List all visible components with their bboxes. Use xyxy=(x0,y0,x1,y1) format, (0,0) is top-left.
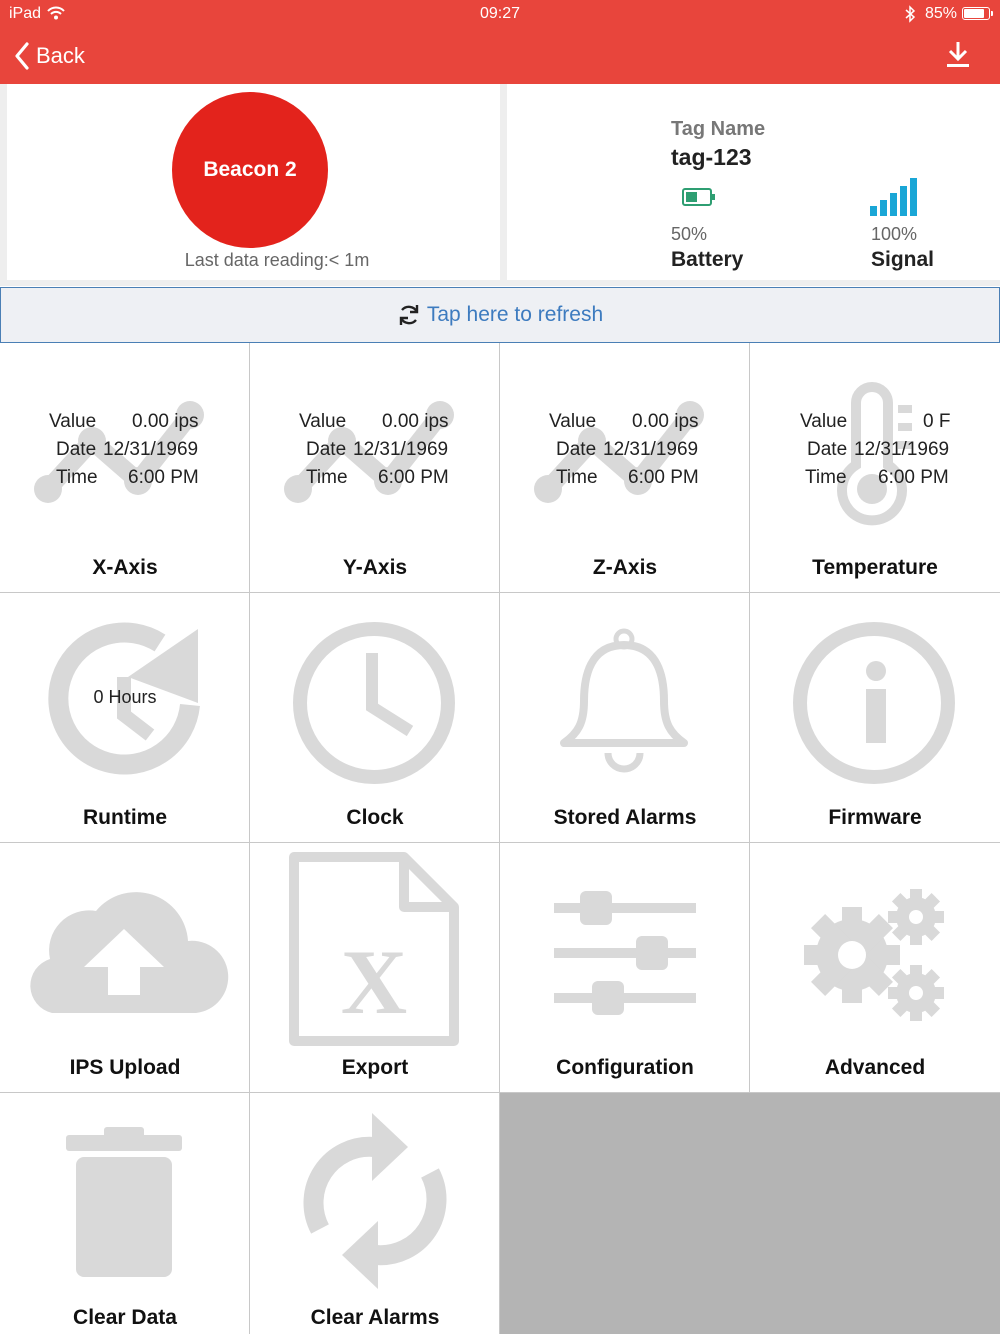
bluetooth-icon xyxy=(904,5,916,23)
status-battery-percent: 85% xyxy=(925,5,958,22)
tile-label: Clock xyxy=(346,806,404,829)
date: 12/31/1969 xyxy=(103,439,199,460)
tile-label: Y-Axis xyxy=(342,556,408,579)
status-time: 09:27 xyxy=(479,5,521,22)
time-key: Time xyxy=(306,467,348,488)
tile-label: X-Axis xyxy=(92,556,158,579)
time: 6:00 PM xyxy=(128,467,199,488)
refresh-label: Tap here to refresh xyxy=(426,303,604,326)
battery-label: Battery xyxy=(671,248,744,271)
advanced-tile[interactable] xyxy=(750,843,1000,1093)
summary-area xyxy=(0,84,1000,286)
tile-label: Temperature xyxy=(812,556,938,579)
tile-label: Clear Alarms xyxy=(310,1306,440,1329)
export-tile[interactable] xyxy=(250,843,500,1093)
nav-bar xyxy=(0,28,1000,84)
value-key: Value xyxy=(800,411,848,432)
device-name: iPad xyxy=(9,5,42,22)
value-key: Value xyxy=(299,411,347,432)
tile-label: Runtime xyxy=(83,806,167,829)
trash-icon xyxy=(0,1093,250,1334)
x-axis-tile[interactable] xyxy=(0,343,250,593)
date-key: Date xyxy=(306,439,347,460)
value: 0.00 ips xyxy=(132,411,199,432)
sensor-readings xyxy=(750,411,1000,495)
sensor-readings xyxy=(250,411,500,495)
date: 12/31/1969 xyxy=(353,439,449,460)
z-axis-tile[interactable] xyxy=(500,343,750,593)
date-key: Date xyxy=(807,439,848,460)
tile-label: IPS Upload xyxy=(69,1056,181,1079)
back-label: Back xyxy=(36,43,85,68)
refresh-bar[interactable] xyxy=(0,287,1000,343)
status-battery-icon xyxy=(962,7,990,20)
value-key: Value xyxy=(49,411,97,432)
tile-label: Configuration xyxy=(556,1056,694,1079)
battery-percent: 50% xyxy=(671,224,708,244)
configuration-tile[interactable] xyxy=(500,843,750,1093)
time-key: Time xyxy=(556,467,598,488)
time: 6:00 PM xyxy=(878,467,949,488)
status-bar xyxy=(0,0,1000,28)
beacon-badge xyxy=(172,92,328,248)
time: 6:00 PM xyxy=(628,467,699,488)
date-key: Date xyxy=(556,439,597,460)
back-button[interactable] xyxy=(14,38,85,74)
ips-upload-tile[interactable] xyxy=(0,843,250,1093)
clear-alarms-tile[interactable] xyxy=(250,1093,500,1334)
value: 0.00 ips xyxy=(632,411,699,432)
runtime-hours: 0 Hours xyxy=(93,687,157,707)
temperature-tile[interactable] xyxy=(750,343,1000,593)
y-axis-tile[interactable] xyxy=(250,343,500,593)
tile-label: Clear Data xyxy=(73,1306,177,1329)
refresh-icon xyxy=(397,302,421,328)
signal-label: Signal xyxy=(871,248,935,271)
refresh-icon xyxy=(250,1093,500,1334)
sensor-readings xyxy=(500,411,750,495)
runtime-tile[interactable] xyxy=(0,593,250,843)
empty-grid-area xyxy=(500,1093,1000,1334)
download-icon[interactable] xyxy=(944,40,972,70)
date: 12/31/1969 xyxy=(854,439,950,460)
svg-text:X: X xyxy=(340,931,408,1033)
tile-label: Export xyxy=(341,1056,409,1079)
firmware-tile[interactable] xyxy=(750,593,1000,843)
date: 12/31/1969 xyxy=(603,439,699,460)
tile-label: Advanced xyxy=(824,1056,926,1079)
date-key: Date xyxy=(56,439,97,460)
chevron-left-icon xyxy=(14,42,30,70)
stored-alarms-tile[interactable] xyxy=(500,593,750,843)
signal-percent: 100% xyxy=(871,224,918,244)
battery-icon xyxy=(682,188,716,206)
feature-grid xyxy=(0,343,1000,1334)
sensor-readings xyxy=(0,411,250,495)
value: 0 F xyxy=(923,411,951,432)
last-reading: Last data reading:< 1m xyxy=(184,250,370,270)
time: 6:00 PM xyxy=(378,467,449,488)
clear-data-tile[interactable] xyxy=(0,1093,250,1334)
beacon-name: Beacon 2 xyxy=(203,158,297,181)
beacon-card xyxy=(7,84,500,280)
time-key: Time xyxy=(805,467,847,488)
tile-label: Firmware xyxy=(828,806,922,829)
tile-label: Stored Alarms xyxy=(553,806,697,829)
clock-tile[interactable] xyxy=(250,593,500,843)
signal-icon xyxy=(870,176,926,216)
tag-name-label: Tag Name xyxy=(671,118,766,140)
tag-card xyxy=(507,84,1000,280)
tag-name-value: tag-123 xyxy=(671,144,752,170)
tile-label: Z-Axis xyxy=(592,556,658,579)
value: 0.00 ips xyxy=(382,411,449,432)
time-key: Time xyxy=(56,467,98,488)
value-key: Value xyxy=(549,411,597,432)
